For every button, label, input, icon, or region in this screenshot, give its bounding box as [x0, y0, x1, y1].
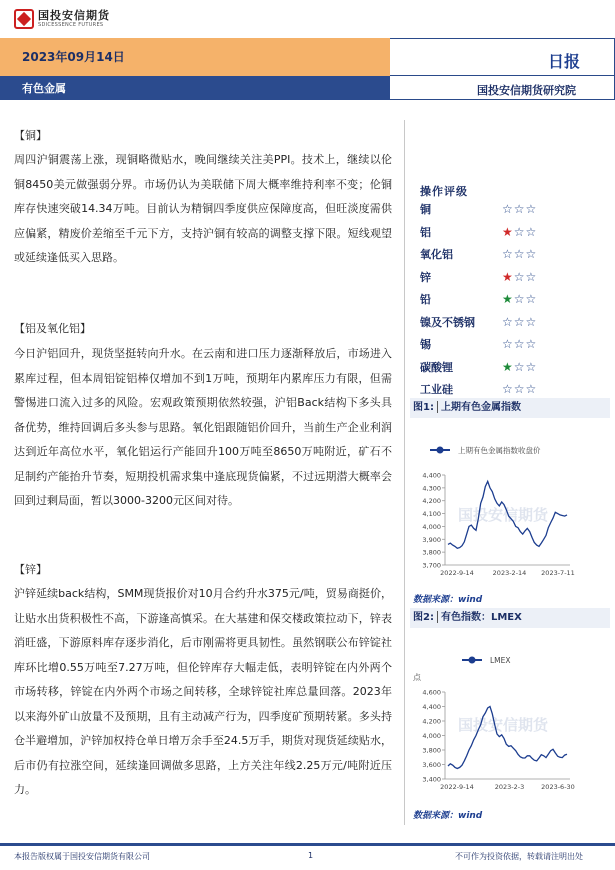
rating-row [420, 221, 600, 243]
rating-stars [502, 271, 536, 283]
y-tick-label: 3,600 [422, 761, 441, 769]
rating-stars [502, 203, 536, 215]
chart-2-legend-text: LMEX [490, 656, 511, 665]
footer-page-number: 1 [308, 851, 314, 860]
rating-stars [502, 316, 536, 328]
star-outline-icon: ☆ [513, 292, 525, 306]
brand-logo [14, 9, 110, 29]
chart-2-legend-marker [469, 657, 476, 664]
y-tick-label: 4,000 [422, 732, 441, 740]
star-filled-icon: ★ [502, 359, 513, 374]
y-tick-label: 4,400 [422, 703, 441, 711]
rating-row [420, 333, 600, 355]
y-tick-label: 3,800 [422, 548, 441, 557]
figure-2-label: 图2: [413, 612, 434, 623]
rating-row [420, 356, 600, 378]
y-tick-label: 4,200 [422, 497, 441, 506]
chart-2-plot [422, 689, 574, 792]
figure-2-name: 有色指数：LMEX [440, 612, 522, 623]
report-sector: 有色金属 [22, 82, 66, 95]
star-filled-icon: ★ [502, 224, 513, 239]
x-tick-label: 2022-9-14 [440, 783, 474, 791]
star-outline-icon: ☆ [513, 382, 525, 396]
star-outline-icon: ☆ [502, 314, 513, 329]
y-tick-label: 4,200 [422, 717, 441, 726]
rating-item-name: 铜 [420, 203, 431, 216]
x-tick-label: 2022-9-14 [440, 569, 474, 577]
chart-1-legend [430, 445, 541, 455]
y-tick-label: 4,600 [422, 688, 441, 697]
star-outline-icon: ☆ [525, 202, 537, 216]
rating-stars [502, 293, 536, 305]
report-institute: 国投安信期货研究院 [477, 84, 576, 97]
star-outline-icon: ☆ [513, 269, 525, 284]
y-tick-label: 3,400 [422, 775, 441, 784]
chart-1-plot [422, 472, 574, 578]
x-tick-label: 2023-2-3 [494, 783, 525, 791]
chart-2-unit: 点 [413, 673, 421, 682]
section-body-zinc: 沪锌延续back结构，SMM现货报价对10月合约升水375元/吨，贸易商挺价，让贴水出货积极性不高，下游逢高慎采。在大基建和保交楼政策拉动下，锌表消旺盛，下游原料库存逐步消化，后市刚需将更具韧性。虽然钢联公布锌锭社库环比增0.55万吨至7.27万吨，但伦锌库存大幅走低，表明锌锭在内外两个市场转移，锌锭在内外两个市场之间转移，全球锌锭社库总量回落。2023年以来海外矿山放量不及预期，且有主动减产行为，四季度矿预期转紧。多头持仓半避增加，沪锌加权持仓单日增万余手至24.5万手，期货对现货延续贴水，后市仍有拉涨空间，延续逢回调做多思路，上方关注年线2.25万元/吨附近压力。 [14, 587, 392, 796]
figure-1-title [410, 398, 610, 418]
header-type-box [390, 38, 615, 76]
rating-item-name: 铅 [420, 293, 431, 306]
rating-row [420, 311, 600, 333]
chart-2-watermark: 国投安信期货 [458, 716, 549, 734]
rating-row [420, 266, 600, 288]
chart-2-legend [462, 656, 511, 665]
rating-stars [502, 248, 536, 260]
section-body-aluminium: 今日沪铝回升，现货坚挺转向升水。在云南和进口压力逐渐释放后，市场进入累库过程，但本周铝锭铝棒仅增加不到1万吨，预期年内累库压力有限，但需警惕进口流入过多的风险。宏观政策预期依然较强，沪铝Back结构下多头具备优势，维持回调后多头参与思路。氧化铝跟随铝价回升，当前生产企业利润达到近年高位水平，氧化铝运行产能回升100万吨至8650万吨附近，矿石不足制约产能抬升节奏，短期投机需求集中逢底现货偏紧，不过远期潜大概率会回到过剩局面，暂以3000-3200元区间对待。 [14, 347, 392, 507]
section-title-aluminium: 【铝及氧化铝】 [14, 322, 91, 335]
star-outline-icon: ☆ [513, 224, 525, 239]
rating-row [420, 243, 600, 265]
chart-lmex [410, 640, 610, 804]
figure-2-source: 数据来源：wind [413, 811, 483, 821]
rating-title: 操作评级 [420, 185, 468, 198]
rating-stars [502, 338, 536, 350]
y-tick-label: 4,400 [422, 471, 441, 480]
brand-name-cn: 国投安信期货 [38, 9, 110, 22]
x-tick-label: 2023-6-30 [541, 783, 575, 791]
chart-1-watermark: 国投安信期货 [458, 506, 549, 524]
rating-row [420, 378, 600, 400]
rating-item-name: 氧化铝 [420, 248, 453, 261]
rating-item-name: 镍及不锈钢 [420, 315, 475, 329]
figure-1-source: 数据来源：wind [413, 595, 483, 605]
y-tick-label: 4,000 [422, 522, 441, 531]
star-outline-icon: ☆ [513, 314, 525, 329]
star-outline-icon: ☆ [502, 337, 513, 351]
chart-1-legend-text: 上期有色金属指数收盘价 [458, 446, 541, 455]
section-body-copper: 周四沪铜震荡上涨，现铜略微贴水，晚间继续关注美PPI。技术上，继续以伦铜8450美元做强弱分界。市场仍认为美联储下周大概率维持利率不变；伦铜库存快速突破14.34万吨。目前认为精铜四季度供应保障度高，但旺淡度需供应偏紧，精废价差缩至千元下方，支持沪铜有较高的调整支撑下限。短线观望或延续逢低买入思路。 [14, 153, 392, 264]
rating-item-name: 锡 [420, 338, 431, 351]
rating-item-name: 工业硅 [420, 383, 453, 396]
star-outline-icon: ☆ [513, 247, 525, 261]
y-tick-label: 3,900 [422, 535, 441, 544]
report-type: 日报 [548, 52, 581, 71]
x-tick-label: 2023-7-11 [541, 569, 575, 577]
figure-1-name: 上期有色金属指数 [440, 402, 521, 413]
rating-item-name: 锌 [420, 270, 431, 284]
chart-shfe-index [410, 430, 610, 590]
report-date: 2023年09月14日 [22, 50, 125, 64]
rating-item-name: 碳酸锂 [420, 360, 453, 374]
star-outline-icon: ☆ [502, 247, 513, 261]
y-tick-label: 4,100 [422, 510, 441, 519]
chart-1-legend-marker [437, 447, 444, 454]
star-filled-icon: ★ [502, 269, 513, 284]
y-tick-label: 4,300 [422, 484, 441, 493]
rating-stars [502, 226, 536, 238]
x-tick-label: 2023-2-14 [492, 569, 527, 577]
figure-2-title [410, 608, 610, 628]
star-outline-icon: ☆ [525, 269, 537, 284]
column-divider [404, 120, 405, 825]
rating-row [420, 198, 600, 220]
section-title-copper: 【铜】 [14, 129, 47, 142]
footer-copyright: 本报告版权属于国投安信期货有限公司 [14, 852, 150, 861]
star-outline-icon: ☆ [525, 247, 537, 261]
star-filled-icon: ★ [502, 292, 513, 306]
rating-row [420, 288, 600, 310]
section-title-zinc: 【锌】 [14, 563, 47, 576]
brand-name-en: SDICESSENCE FUTURES [38, 22, 104, 28]
star-outline-icon: ☆ [502, 382, 513, 396]
y-tick-label: 3,800 [422, 746, 441, 755]
figure-1-label: 图1: [413, 402, 434, 413]
star-outline-icon: ☆ [513, 359, 525, 374]
y-tick-label: 3,700 [422, 561, 441, 570]
star-outline-icon: ☆ [525, 224, 537, 239]
star-outline-icon: ☆ [525, 337, 537, 351]
star-outline-icon: ☆ [525, 314, 537, 329]
rating-item-name: 铝 [420, 225, 431, 239]
star-outline-icon: ☆ [525, 382, 537, 396]
rating-stars [502, 361, 536, 373]
footer-rule [0, 843, 615, 846]
star-outline-icon: ☆ [525, 292, 537, 306]
star-outline-icon: ☆ [513, 202, 525, 216]
rating-stars [502, 383, 536, 395]
star-outline-icon: ☆ [502, 202, 513, 216]
star-outline-icon: ☆ [525, 359, 537, 374]
brand-logo-icon [14, 9, 34, 29]
footer-disclaimer: 不可作为投资依据，转载请注明出处 [455, 852, 583, 861]
star-outline-icon: ☆ [513, 337, 525, 351]
